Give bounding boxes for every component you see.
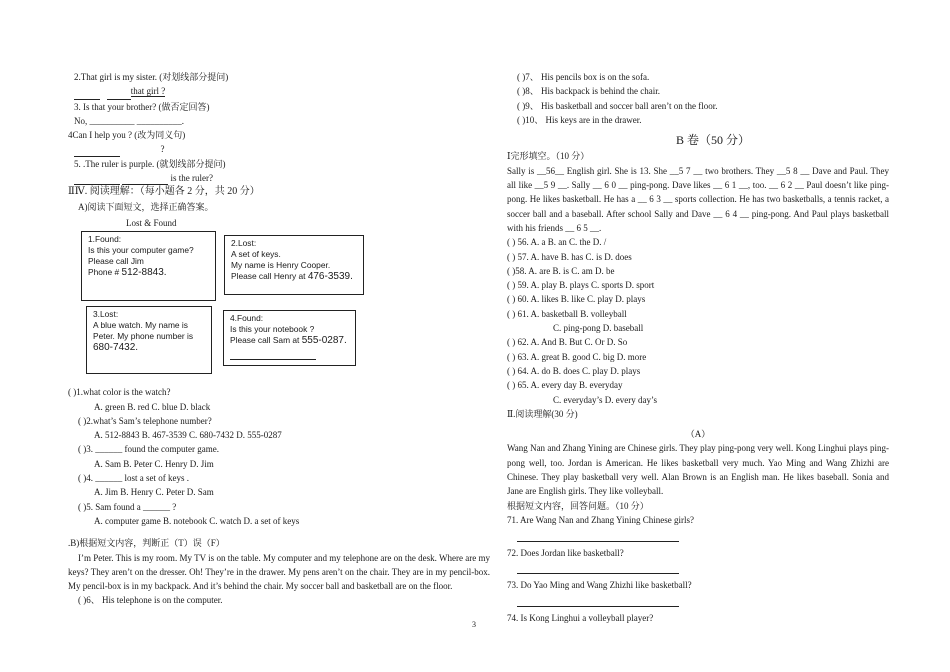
question-73: 73. Do Yao Ming and Wang Zhizhi like basketball? [507,580,692,591]
mc-question-3: ( )3. ______ found the computer game. [78,444,219,455]
question-3: 3. Is that your brother? (做否定回答) [74,101,210,112]
answer-line-71[interactable] [517,531,679,542]
mc-question-4: ( )4. ______ lost a set of keys . [78,473,189,484]
cloze-question-62: ( ) 62. A. And B. But C. Or D. So [507,337,628,348]
cloze-question-63: ( ) 63. A. great B. good C. big D. more [507,351,647,362]
question-74: 74. Is Kong Linghui a volleyball player? [507,612,654,623]
right-column [507,70,889,625]
notice-1: 1.Found: Is this your computer game? Please call Jim Phone # 512-8843. [81,231,216,301]
left-column [68,70,490,608]
question-72: 72. Does Jordan like basketball? [507,547,624,558]
reading-title: Ⅱ.阅读理解(30 分) [507,408,578,419]
answer-line-73[interactable] [517,596,679,607]
mc-options-4: A. Jim B. Henry C. Peter D. Sam [94,487,214,498]
passage-a-label: （A） [685,429,711,440]
answer-instruction: 根据短文内容，回答问题。（10 分） [507,500,649,511]
answer-blank[interactable] [74,89,100,100]
tf-question-10: ( )10、 His keys are in the drawer. [517,114,642,125]
question-2: 2.That girl is my sister. (对划线部分提问) [74,72,229,82]
mc-question-5: ( )5. Sam found a ______ ? [78,501,177,512]
answer-blank[interactable] [74,174,120,185]
part-a-instruction: A)阅读下面短文，选择正确答案。 [78,201,214,212]
lost-found-title: Lost & Found [126,217,177,228]
section-4-title: ⅡⅣ. 阅读理解：（每小题各 2 分，共 20 分） [68,186,260,198]
notice-4: 4.Found: Is this your notebook ? Please call Sam at 555-0287. [223,310,356,366]
question-3-answer: No, __________ __________. [74,115,184,126]
mc-question-1: ( )1.what color is the watch? [68,387,171,398]
mc-options-3: A. Sam B. Peter C. Henry D. Jim [94,458,214,469]
notice-2: 2.Lost: A set of keys. My name is Henry Cooper. Please call Henry at 476-3539. [224,235,364,295]
lost-found-notices [68,231,490,377]
cloze-title: Ⅰ完形填空。（10 分） [507,151,590,162]
passage-a: Wang Nan and Zhang Yining are Chinese girls. They play ping-pong very well. Kong Linghui plays ping-pong well, too. Jordan is American. He likes basketball very much. Yao Ming and Wang Zhizhi are Chinese. They play basketball very well. Alan Brown is an English man. He likes baseball. Sonia and Jane are English girls. They like volleyball. [507,443,889,497]
answer-blank[interactable] [74,146,120,157]
cloze-question-58: ( )58. A. are B. is C. am D. be [507,265,615,276]
question-5-answer: is the ruler? [68,171,490,185]
answer-blank[interactable] [122,174,168,185]
tf-question-7: ( )7、 His pencils box is on the sofa. [517,72,650,82]
question-4: 4Can I help you ? (改为同义句) [68,130,186,141]
answer-blank[interactable] [107,89,131,100]
question-5: 5. .The ruler is purple. (就划线部分提问) [74,158,226,169]
cloze-question-65: ( ) 65. A. every day B. everyday [507,380,623,391]
mc-options-1: A. green B. red C. blue D. black [94,401,211,412]
passage-b: I’m Peter. This is my room. My TV is on the table. My computer and my telephone are on the desk. Where are my keys? They aren’t on the dresser. Oh! They’re in the drawer. My pens aren’t on the chair. They are in my pencil-box. My pencil-box is in my backpack. And it’s behind the chair. My soccer ball and basketball are on the floor. [68,552,490,592]
mc-options-5: A. computer game B. notebook C. watch D. a set of keys [94,515,300,526]
question-71: 71. Are Wang Nan and Zhang Yining Chinese girls? [507,514,694,525]
cloze-passage: Sally is __56__ English girl. She is 13. She __5 7 __ two brothers. They __5 8 __ Dave and Paul. They all like __5 9 __. Sally __ 6 0 __ ping-pong. Dave likes __ 6 1 __, too. __ 6 2 __ Paul doesn’t like ping-pong. He likes basketball. He has a __ 6 3 __ sports collection. He has two basketballs, a tennis racket, a soccer ball and a baseball. After school Sally and Dave __ 6 4 __ ping-pong. And Paul plays basketball with his friends __ 6 5 __. [507,165,889,233]
tf-question-8: ( )8、 His backpack is behind the chair. [517,86,660,97]
part-b-instruction: .B)根据短文内容，判断正（T）误（F） [68,538,225,549]
cloze-question-65-cont: C. everyday’s D. every day’s [553,394,657,405]
cloze-question-57: ( ) 57. A. have B. has C. is D. does [507,251,632,262]
question-2-answer: that girl ? [68,84,490,99]
cloze-question-59: ( ) 59. A. play B. plays C. sports D. sport [507,280,655,291]
mc-options-2: A. 512-8843 B. 467-3539 C. 680-7432 D. 555-0287 [94,430,282,441]
cloze-question-61: ( ) 61. A. basketball B. volleyball [507,308,627,319]
page-number: 3 [472,620,476,629]
question-4-answer: ? [68,142,490,156]
mc-question-2: ( )2.what’s Sam’s telephone number? [78,415,212,426]
cloze-question-60: ( ) 60. A. likes B. like C. play D. plays [507,294,646,305]
notice-3: 3.Lost: A blue watch. My name is Peter. My phone number is 680-7432. [86,306,212,374]
tf-question-9: ( )9、 His basketball and soccer ball aren’t on the floor. [517,100,718,111]
cloze-question-61-cont: C. ping-pong D. baseball [553,323,644,334]
tf-question-6: ( )6、 His telephone is on the computer. [78,595,223,606]
cloze-question-64: ( ) 64. A. do B. does C. play D. plays [507,365,641,376]
cloze-question-56: ( ) 56. A. a B. an C. the D. / [507,237,607,248]
answer-line-72[interactable] [517,563,679,574]
section-b-title: B 卷（50 分） [675,133,750,148]
notice-4-blank [230,349,316,360]
